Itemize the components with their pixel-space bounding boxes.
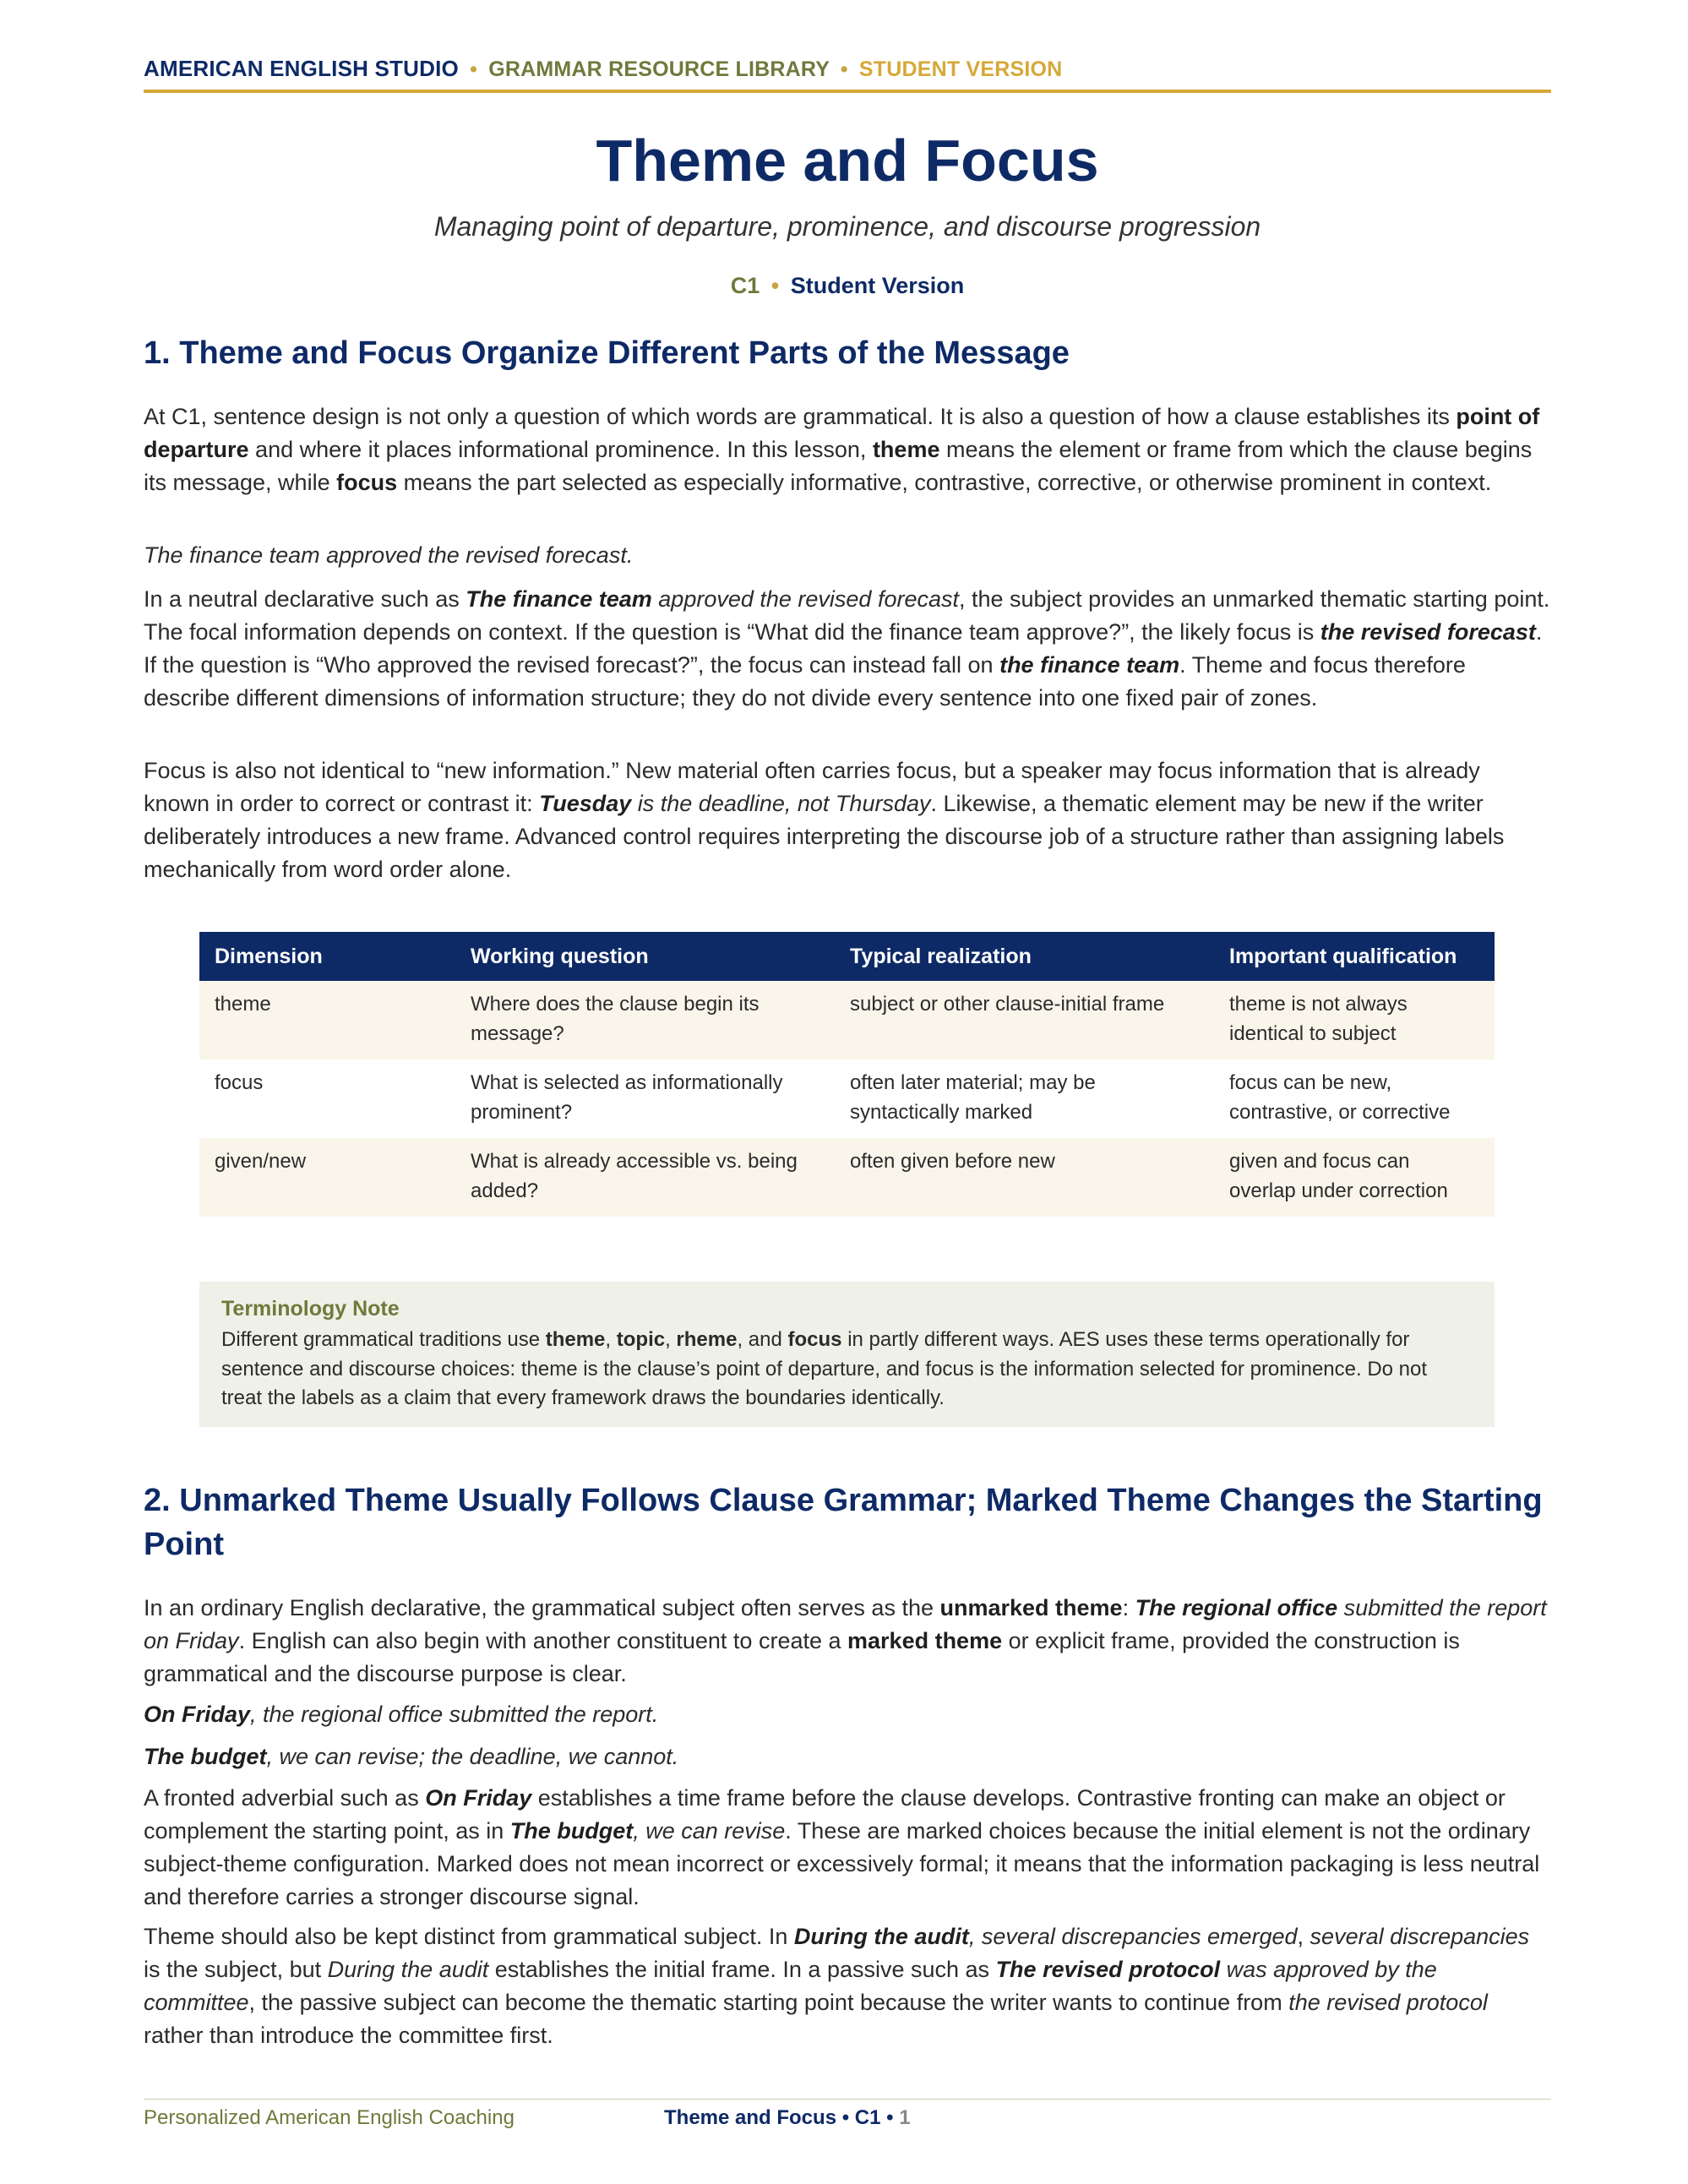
table-cell: Where does the clause begin its message?	[455, 981, 835, 1059]
table-cell: focus can be new, contrastive, or corrective	[1214, 1059, 1495, 1138]
table-header-cell: Typical realization	[835, 932, 1214, 981]
table-header-cell: Dimension	[199, 932, 455, 981]
section-2-example-1: On Friday, the regional office submitted the report.	[144, 1702, 659, 1727]
table-cell: often later material; may be syntactically marked	[835, 1059, 1214, 1138]
footer-divider	[144, 2099, 1551, 2100]
table-cell: What is selected as informationally prominent?	[455, 1059, 835, 1138]
section-2-heading: 2. Unmarked Theme Usually Follows Clause Grammar; Marked Theme Changes the Starting Point	[144, 1483, 1543, 1562]
table-cell: subject or other clause-initial frame	[835, 981, 1214, 1059]
page-subtitle: Managing point of departure, prominence, and discourse progression	[433, 211, 1261, 242]
level-code: C1	[730, 273, 760, 298]
table-cell: theme is not always identical to subject	[1214, 981, 1495, 1059]
section-1-paragraph-2: In a neutral declarative such as The finance team approved the revised forecast, the subject provides an unmarked thematic starting point. The focal information depends on context. If the question is “What did the finance team approve?”, the likely focus is the revised forecast. If the question is “Who approved the revised forecast?”, the focus can instead fall on the finance team. Theme and focus therefore describe different dimensions of information structure; they do not divide every sentence into one fixed pair of zones.	[144, 586, 1550, 711]
level-badge	[144, 273, 1551, 299]
section-1-paragraph-1: At C1, sentence design is not only a question of which words are grammatical. It is also a question of how a clause establishes its point of departure and where it places informational prominence. In this lesson, theme means the element or frame from which the clause begins its message, while focus means the part selected as especially informative, contrastive, corrective, or otherwise prominent in context.	[144, 404, 1540, 495]
table-cell: given and focus can overlap under correction	[1214, 1138, 1495, 1217]
table-header-row	[199, 932, 1495, 981]
header-section: GRAMMAR RESOURCE LIBRARY	[488, 57, 830, 81]
table-row	[199, 1138, 1495, 1217]
section-2-paragraph-1: In an ordinary English declarative, the grammatical subject often serves as the unmarked theme: The regional office submitted the report on Friday. English can also begin with another constituent to create a marked theme or explicit frame, provided the construction is grammatical and the discourse purpose is clear.	[144, 1595, 1547, 1686]
section-2-example-2: The budget, we can revise; the deadline, we cannot.	[144, 1744, 679, 1769]
table-cell: What is already accessible vs. being added?	[455, 1138, 835, 1217]
footer-brand: Personalized American English Coaching	[144, 2106, 515, 2129]
section-2-paragraph-2: A fronted adverbial such as On Friday establishes a time frame before the clause develops. Contrastive fronting can make an object or complement the starting point, as in The budget, we can revise. These are marked choices because the initial element is not the ordinary subject-theme configuration. Marked does not mean incorrect or excessively formal; it means that the information packaging is less neutral and therefore carries a stronger discourse signal.	[144, 1785, 1540, 1909]
table-header-cell: Important qualification	[1214, 932, 1495, 981]
table-cell: often given before new	[835, 1138, 1214, 1217]
section-1-example: The finance team approved the revised forecast.	[144, 542, 634, 568]
terminology-note	[199, 1282, 1495, 1427]
table-cell: focus	[199, 1059, 455, 1138]
section-1-heading: 1. Theme and Focus Organize Different Parts of the Message	[144, 335, 1070, 371]
section-2-paragraph-3: Theme should also be kept distinct from grammatical subject. In During the audit, several discrepancies emerged, several discrepancies is the subject, but During the audit establishes the initial frame. In a passive such as The revised protocol was approved by the committee, the passive subject can become the thematic starting point because the writer wants to continue from the revised protocol rather than introduce the committee first.	[144, 1924, 1530, 2048]
footer-page-info: Theme and Focus • C1 • 1	[664, 2106, 911, 2129]
dimension-table	[199, 932, 1495, 1217]
page-title: Theme and Focus	[596, 128, 1099, 193]
table-cell: given/new	[199, 1138, 455, 1217]
section-1-paragraph-3: Focus is also not identical to “new information.” New material often carries focus, but a speaker may focus information that is already known in order to correct or contrast it: Tuesday is the deadline, not Thursday. Likewise, a thematic element may be new if the writer deliberately introduces a new frame. Advanced control requires interpreting the discourse job of a structure rather than assigning labels mechanically from word order alone.	[144, 758, 1505, 882]
level-separator: •	[770, 273, 780, 298]
running-header	[144, 56, 1551, 93]
table-row	[199, 1059, 1495, 1138]
header-brand: AMERICAN ENGLISH STUDIO	[144, 56, 459, 81]
table-cell: theme	[199, 981, 455, 1059]
table-header-cell: Working question	[455, 932, 835, 981]
level-label: Student Version	[790, 273, 965, 298]
header-separator: •	[840, 57, 848, 81]
note-title: Terminology Note	[221, 1297, 400, 1321]
note-body: Different grammatical traditions use theme, topic, rheme, and focus in partly different ways. AES uses these terms operationally for sentence and discourse choices: theme is the clause’s point of departure, and focus is the information selected for prominence. Do not treat the labels as a claim that every framework draws the boundaries identically.	[221, 1328, 1428, 1409]
table-row	[199, 981, 1495, 1059]
header-version: STUDENT VERSION	[858, 57, 1063, 81]
page-number: 1	[899, 2106, 911, 2129]
header-separator: •	[470, 57, 478, 81]
